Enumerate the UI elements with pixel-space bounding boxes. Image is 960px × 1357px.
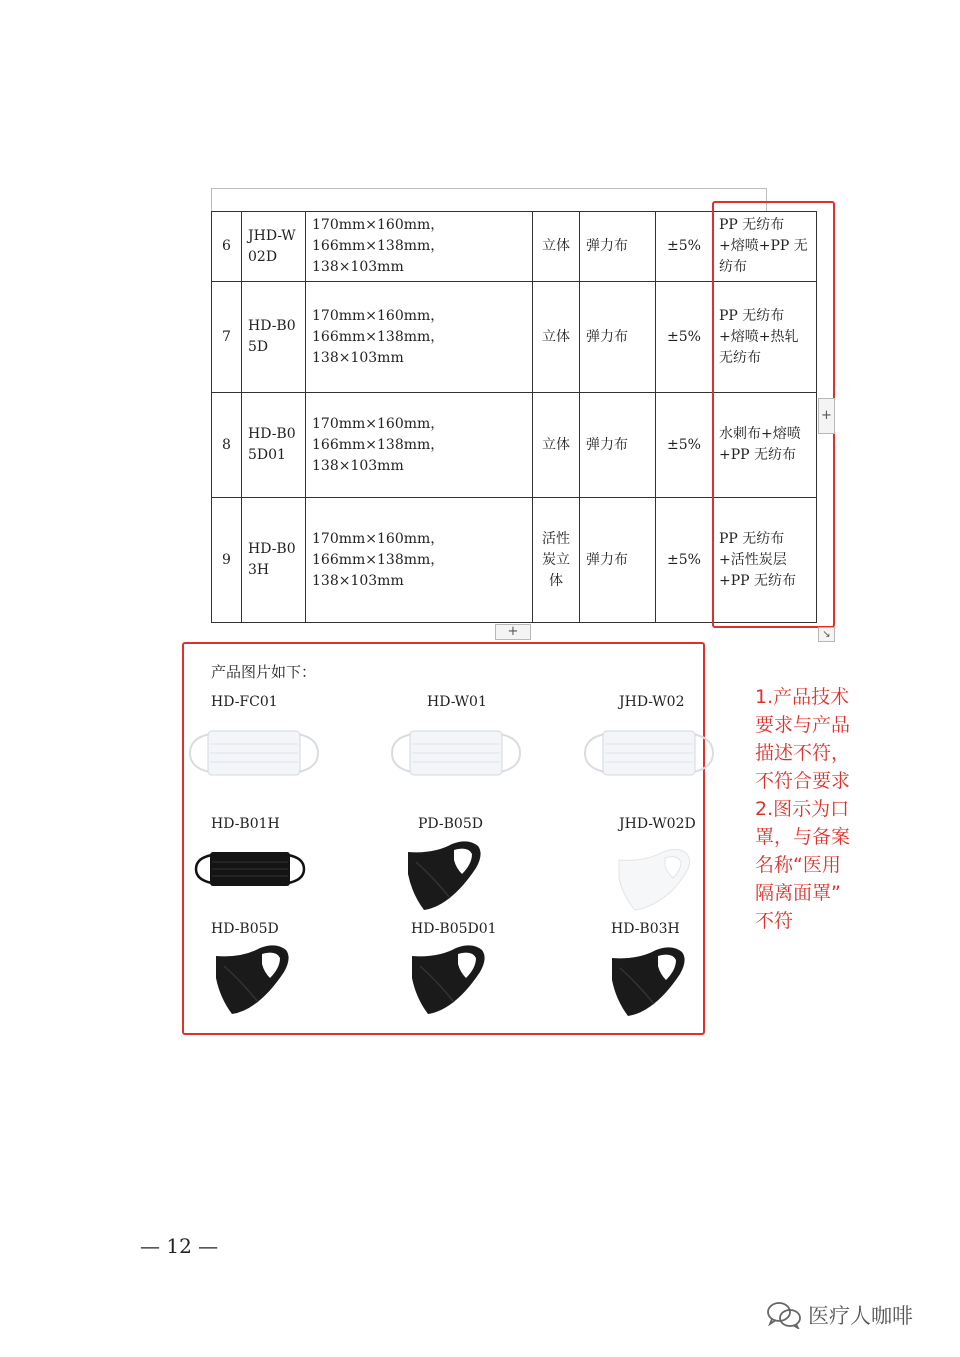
3d-white-mask-icon	[615, 846, 695, 912]
product-label: HD-B01H	[211, 816, 280, 832]
material-highlight-box	[712, 201, 835, 628]
note-line: 要求与产品	[755, 714, 851, 736]
flat-white-mask-icon	[390, 726, 522, 780]
product-label: JHD-W02D	[619, 816, 696, 832]
product-label: HD-B05D	[211, 921, 279, 937]
note-line: 不符	[755, 910, 794, 932]
3d-black-mask-icon	[608, 944, 688, 1018]
note-line: 描述不符，	[755, 742, 851, 764]
wechat-icon	[766, 1301, 802, 1329]
cell-size: 170mm×160mm，166mm×138mm，138×103mm	[306, 498, 533, 623]
cell-no: 9	[212, 498, 242, 623]
cell-tolerance: ±5%	[656, 498, 713, 623]
product-label: PD-B05D	[418, 816, 483, 832]
cell-shape: 立体	[533, 393, 580, 498]
cell-tolerance: ±5%	[656, 282, 713, 393]
product-label: JHD-W02	[619, 694, 685, 710]
cell-strap: 弹力布	[580, 282, 656, 393]
note-line: 2.图示为口	[755, 798, 850, 820]
note-line: 不符合要求	[755, 770, 851, 792]
note-line: 罩，与备案	[755, 826, 851, 848]
resize-handle-icon[interactable]: ↘	[818, 627, 835, 642]
flat-white-mask-icon	[188, 726, 320, 780]
cell-material: PP 无纺布+熔喷+热轧无纺布	[713, 282, 817, 393]
cell-strap: 弹力布	[580, 393, 656, 498]
cell-no: 6	[212, 212, 242, 282]
3d-black-mask-icon	[408, 942, 488, 1016]
cell-model: HD-B05D01	[242, 393, 306, 498]
table-header-remnant	[211, 188, 767, 211]
page-number: — 12 —	[140, 1234, 219, 1258]
flat-white-mask-icon	[583, 726, 715, 780]
cell-shape: 活性炭立体	[533, 498, 580, 623]
cell-strap: 弹力布	[580, 498, 656, 623]
cell-size: 170mm×160mm，166mm×138mm，138×103mm	[306, 393, 533, 498]
cell-material: PP 无纺布+活性炭层+PP 无纺布	[713, 498, 817, 623]
cell-material: 水刺布+熔喷+PP 无纺布	[713, 393, 817, 498]
note-line: 隔离面罩”	[755, 882, 841, 904]
flat-black-mask-icon	[194, 848, 306, 890]
cell-tolerance: ±5%	[656, 212, 713, 282]
cell-size: 170mm×160mm，166mm×138mm，138×103mm	[306, 282, 533, 393]
cell-size: 170mm×160mm，166mm×138mm，138×103mm	[306, 212, 533, 282]
add-column-button[interactable]: +	[818, 398, 835, 434]
cell-model: HD-B05D	[242, 282, 306, 393]
note-line: 名称“医用	[755, 854, 841, 876]
3d-black-mask-icon	[212, 942, 292, 1016]
review-note	[755, 683, 875, 935]
cell-strap: 弹力布	[580, 212, 656, 282]
3d-black-mask-icon	[404, 838, 484, 912]
cell-material: PP 无纺布+熔喷+PP 无纺布	[713, 212, 817, 282]
note-line: 1.产品技术	[755, 686, 850, 708]
cell-no: 8	[212, 393, 242, 498]
cell-model: JHD-W02D	[242, 212, 306, 282]
cell-tolerance: ±5%	[656, 393, 713, 498]
product-heading: 产品图片如下：	[211, 663, 317, 681]
cell-model: HD-B03H	[242, 498, 306, 623]
watermark	[766, 1300, 913, 1330]
product-label: HD-B03H	[611, 921, 680, 937]
product-label: HD-B05D01	[411, 921, 497, 937]
product-label: HD-W01	[427, 694, 487, 710]
product-label: HD-FC01	[211, 694, 278, 710]
add-row-button[interactable]: +	[495, 624, 531, 640]
cell-shape: 立体	[533, 212, 580, 282]
cell-no: 7	[212, 282, 242, 393]
brand-name: 医疗人咖啡	[808, 1304, 913, 1328]
cell-shape: 立体	[533, 282, 580, 393]
